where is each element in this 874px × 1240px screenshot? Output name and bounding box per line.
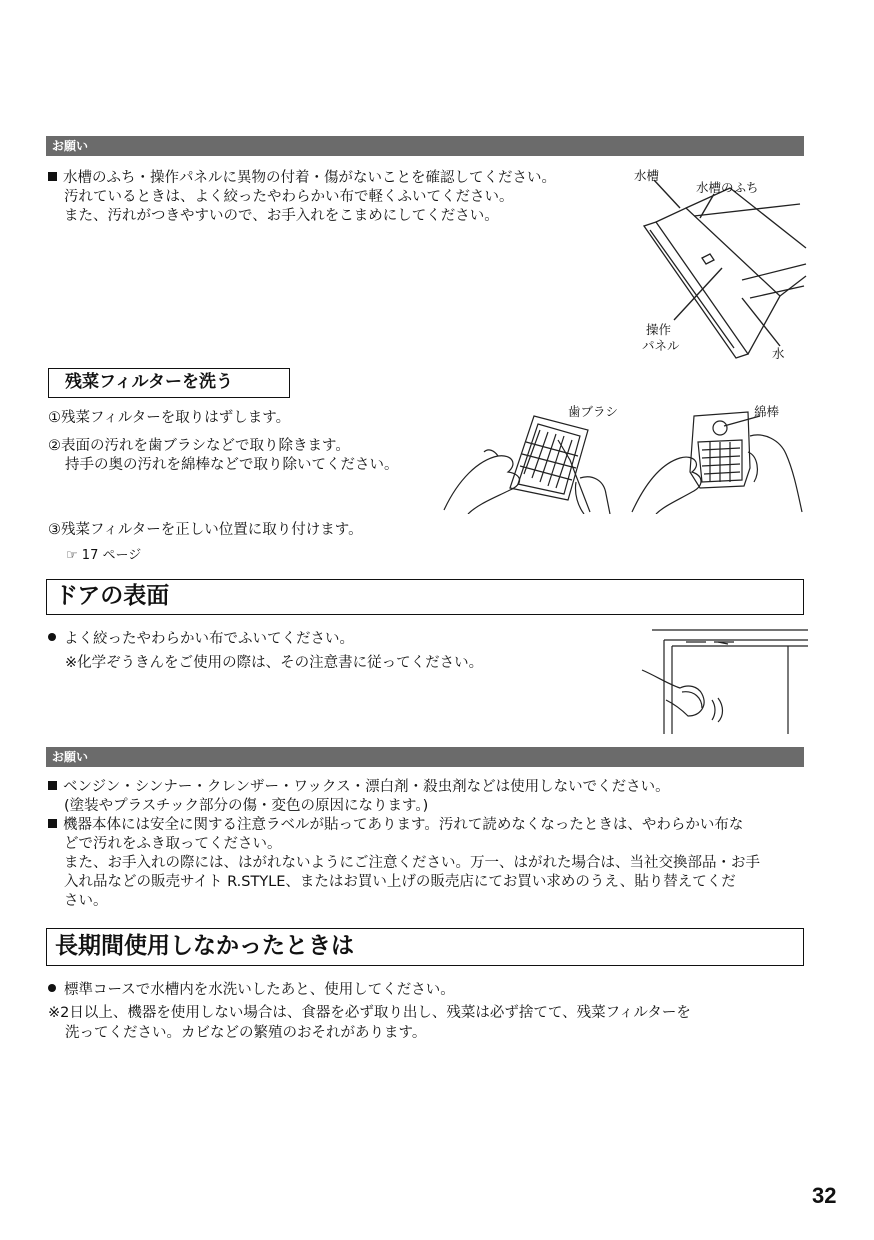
- notice2-line: (塗装やプラスチック部分の傷・変色の原因になります。): [64, 798, 429, 814]
- pointing-hand-icon: ☞: [66, 548, 78, 563]
- notice2-line: 入れ品などの販売サイト R.STYLE、またはお買い上げの販売店にてお買い求めのうえ、貼り替えてくだ: [64, 874, 736, 890]
- filter-section-title-text: 残菜フィルターを洗う: [65, 372, 233, 392]
- filter-step-3: ③残菜フィルターを正しい位置に取り付けます。: [48, 522, 363, 538]
- square-bullet-icon: [48, 819, 57, 828]
- round-bullet-icon: [48, 984, 56, 992]
- notice-header-label: お願い: [52, 139, 89, 153]
- notice2-line: さい。: [64, 893, 108, 909]
- filter-step-2-detail: 持手の奥の汚れを綿棒などで取り除いてください。: [65, 457, 399, 473]
- door-section-title-text: ドアの表面: [55, 583, 170, 609]
- door-line-1-text: よく絞ったやわらかい布でふいてください。: [64, 631, 354, 647]
- notice2-line: 機器本体には安全に関する注意ラベルが貼ってあります。汚れて読めなくなったときは、やわらかい布な: [63, 817, 744, 833]
- notice2-header: [46, 747, 804, 767]
- door-line-2: ※化学ぞうきんをご使用の際は、その注意書に従ってください。: [65, 655, 484, 671]
- page-number: 32: [812, 1183, 837, 1208]
- longterm-line-1-text: 標準コースで水槽内を水洗いしたあと、使用してください。: [64, 982, 455, 998]
- label-cotton-swab: 綿棒: [754, 404, 780, 419]
- notice2-header-label: お願い: [52, 750, 89, 764]
- door-line-1: [48, 630, 354, 649]
- notice1-text: [48, 169, 556, 226]
- cotton-swab-cleaning-illustration: [624, 402, 810, 514]
- round-bullet-icon: [48, 633, 56, 641]
- page-reference[interactable]: [66, 544, 141, 563]
- label-tank-rim: 水槽のふち: [696, 180, 759, 195]
- notice2-line: ベンジン・シンナー・クレンザー・ワックス・漂白剤・殺虫剤などは使用しないでください。: [63, 779, 670, 795]
- label-panel-1: 操作: [646, 322, 672, 337]
- label-panel-2: パネル: [642, 338, 680, 353]
- longterm-section-title: [46, 928, 804, 966]
- notice1-line: また、汚れがつきやすいので、お手入れをこまめにしてください。: [64, 208, 499, 224]
- filter-section-title: [48, 368, 290, 398]
- notice1-line: 水槽のふち・操作パネルに異物の付着・傷がないことを確認してください。: [63, 170, 556, 186]
- square-bullet-icon: [48, 781, 57, 790]
- filter-step-2: ②表面の汚れを歯ブラシなどで取り除きます。: [48, 438, 350, 454]
- notice1-line: 汚れているときは、よく絞ったやわらかい布で軽くふいてください。: [64, 189, 514, 205]
- notice2-line: どで汚れをふき取ってください。: [64, 836, 282, 852]
- longterm-section-title-text: 長期間使用しなかったときは: [55, 933, 354, 959]
- longterm-line-2: ※2日以上、機器を使用しない場合は、食器を必ず取り出し、残菜は必ず捨てて、残菜フィルターを: [48, 1005, 691, 1021]
- notice-header: [46, 136, 804, 156]
- square-bullet-icon: [48, 172, 57, 181]
- label-water: 水: [772, 346, 785, 361]
- notice2-text: [48, 778, 760, 911]
- door-section-title: [46, 579, 804, 615]
- longterm-line-3: 洗ってください。カビなどの繁殖のおそれがあります。: [65, 1025, 427, 1041]
- notice2-line: また、お手入れの際には、はがれないようにご注意ください。万一、はがれた場合は、当社交換部品・お手: [64, 855, 760, 871]
- longterm-line-1: [48, 981, 455, 1000]
- label-tank: 水槽: [634, 168, 660, 183]
- filter-step-1: ①残菜フィルターを取りはずします。: [48, 410, 291, 426]
- page-reference-text: 17 ページ: [81, 548, 142, 563]
- door-wiping-illustration: [638, 626, 810, 736]
- label-toothbrush: 歯ブラシ: [568, 404, 619, 419]
